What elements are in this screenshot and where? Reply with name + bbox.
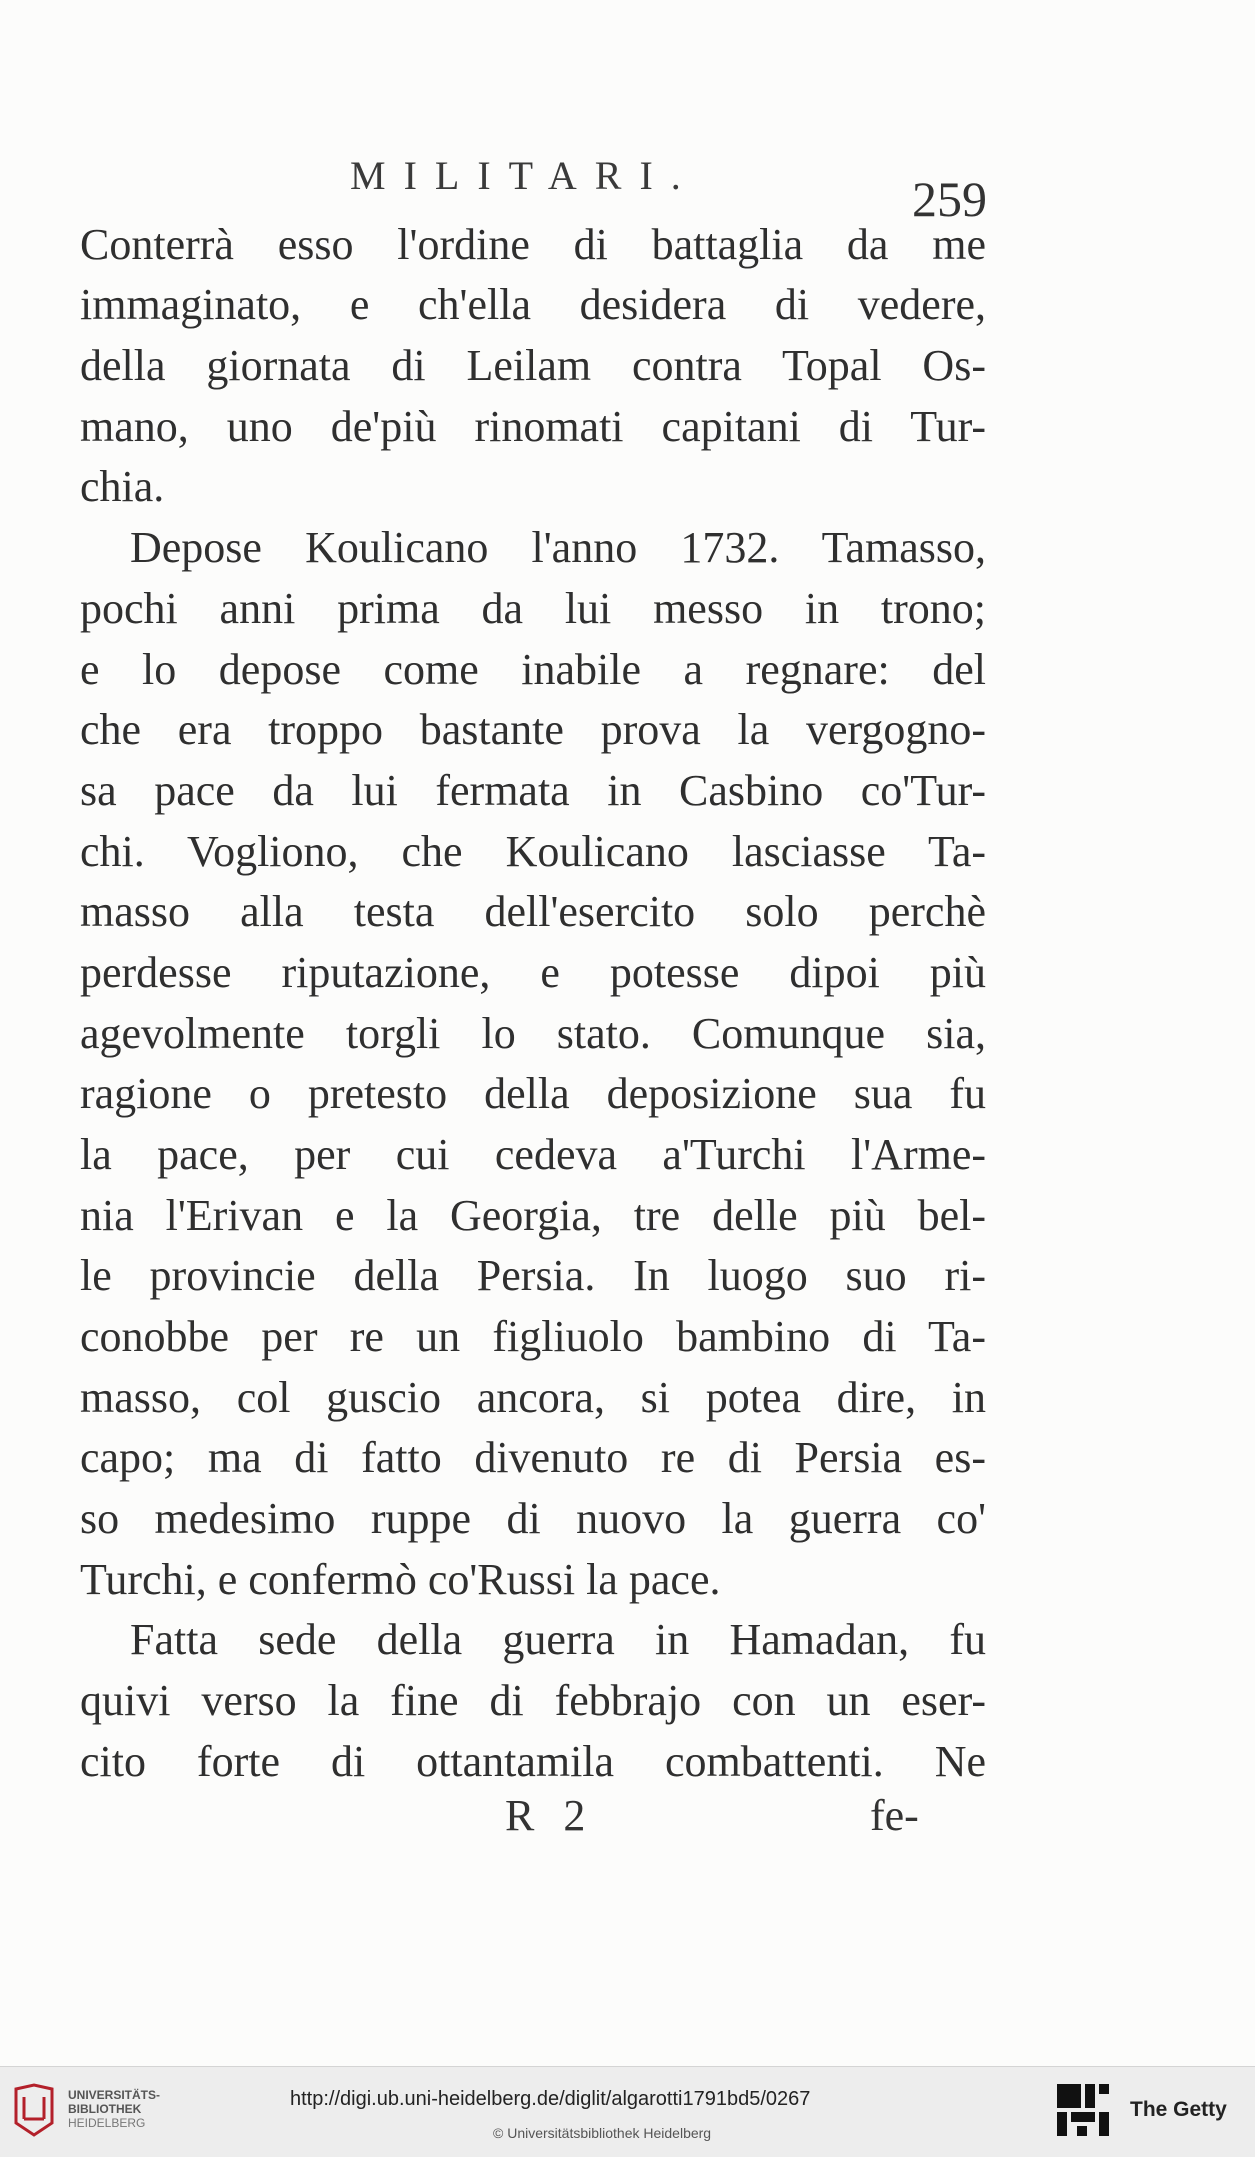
library-name-line3: HEIDELBERG [68, 2116, 146, 2130]
text-line: la pace, per cui cedeva a'Turchi l'Arme- [80, 1130, 986, 1179]
text-line: mano, uno de'più rinomati capitani di Tur- [80, 402, 986, 451]
library-name-line1: UNIVERSITÄTS- [68, 2088, 161, 2102]
partner-name: The Getty [1130, 2098, 1227, 2121]
text-line: quivi verso la fine di febbrajo con un eser- [80, 1676, 986, 1725]
copyright-notice: © Universitätsbibliothek Heidelberg [493, 2125, 712, 2141]
text-line: pochi anni prima da lui messo in trono; [80, 584, 986, 633]
text-line: so medesimo ruppe di nuovo la guerra co' [80, 1494, 986, 1543]
signature-mark: R 2 [505, 1791, 586, 1840]
text-line: e lo depose come inabile a regnare: del [80, 645, 986, 694]
university-library-logo-icon [12, 2083, 56, 2139]
getty-logo-icon [1055, 2082, 1111, 2138]
permalink-url[interactable]: http://digi.ub.uni-heidelberg.de/diglit/algarotti1791bd5/0267 [290, 2088, 811, 2110]
text-line: immaginato, e ch'ella desidera di vedere, [80, 280, 986, 329]
text-line: sa pace da lui fermata in Casbino co'Tur- [80, 766, 986, 815]
text-line: Depose Koulicano l'anno 1732. Tamasso, [130, 523, 986, 572]
text-line: perdesse riputazione, e potesse dipoi più [80, 948, 986, 997]
text-line: chia. [80, 462, 165, 511]
text-line: nia l'Erivan e la Georgia, tre delle più bel- [80, 1191, 986, 1240]
library-name-line2: BIBLIOTHEK [68, 2102, 142, 2116]
text-line: masso, col guscio ancora, si potea dire, in [80, 1373, 986, 1422]
text-line: Conterrà esso l'ordine di battaglia da me [80, 220, 986, 269]
text-line: le provincie della Persia. In luogo suo ri- [80, 1251, 986, 1300]
text-line: Fatta sede della guerra in Hamadan, fu [130, 1615, 986, 1664]
running-head: MILITARI. [350, 153, 699, 198]
text-line: capo; ma di fatto divenuto re di Persia es- [80, 1433, 986, 1482]
text-line: che era troppo bastante prova la vergogno- [80, 705, 986, 754]
text-line: della giornata di Leilam contra Topal Os- [80, 341, 986, 390]
text-line: ragione o pretesto della deposizione sua fu [80, 1069, 986, 1118]
text-line: Turchi, e confermò co'Russi la pace. [80, 1555, 721, 1604]
text-line: conobbe per re un figliuolo bambino di Ta- [80, 1312, 986, 1361]
page-number: 259 [912, 171, 987, 227]
text-line: agevolmente torgli lo stato. Comunque sia, [80, 1009, 986, 1058]
text-line: masso alla testa dell'esercito solo perchè [80, 887, 986, 936]
catchword: fe- [870, 1791, 919, 1840]
text-line: cito forte di ottantamila combattenti. Ne [80, 1737, 986, 1786]
text-line: chi. Vogliono, che Koulicano lasciasse Ta- [80, 827, 986, 876]
